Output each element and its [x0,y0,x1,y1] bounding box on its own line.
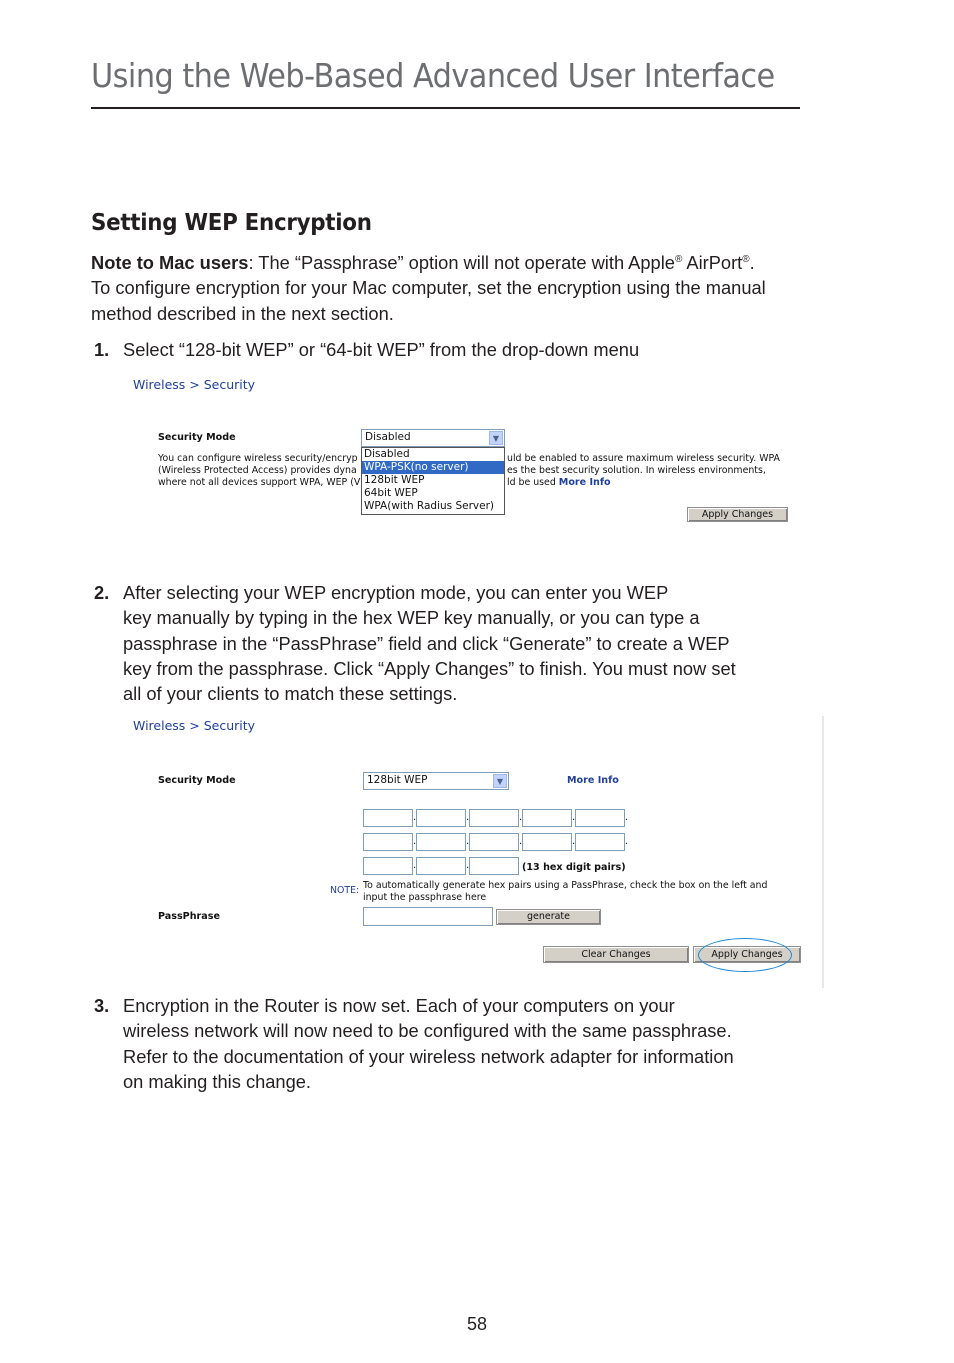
step-line: Select “128-bit WEP” or “64-bit WEP” from the drop-down menu [123,339,640,360]
separator-dot: . [413,860,417,871]
separator-dot: . [413,836,417,847]
step-line: Refer to the documentation of your wireless network adapter for information [123,1045,734,1067]
chevron-down-icon[interactable]: ▼ [493,774,507,788]
title-divider [91,107,800,109]
step-text [123,580,868,706]
passphrase-input[interactable] [363,907,493,926]
page-title: Using the Web-Based Advanced User Interface [91,56,775,95]
step-line: After selecting your WEP encryption mode, you can enter you WEP [123,582,669,603]
select-value: Disabled [365,431,411,443]
dropdown-option[interactable]: WPA(with Radius Server) [364,500,495,512]
hex-key-input[interactable] [416,809,466,827]
desc-line-1-left: You can configure wireless security/encryp [158,453,358,464]
note-text-1: : The “Passphrase” option will not operate with Apple [248,252,675,273]
generate-button[interactable]: generate [496,909,601,925]
security-mode-select[interactable] [361,429,505,447]
highlight-circle [698,938,792,972]
apply-changes-button[interactable]: Apply Changes [687,507,788,522]
separator-dot: . [519,836,523,847]
desc-line-2-right: es the best security solution. In wireless environments, [507,465,766,476]
select-value: 128bit WEP [367,774,428,786]
step-line: wireless network will now need to be configured with the same passphrase. [123,1020,732,1042]
step-number: 2. [94,582,110,603]
dropdown-option[interactable]: 64bit WEP [364,487,418,499]
separator-dot: . [466,836,470,847]
clear-changes-button[interactable]: Clear Changes [543,946,689,963]
passphrase-note [363,880,767,904]
note-text-2: AirPort [682,252,743,273]
apply-changes-button[interactable]: Apply Changes [693,946,801,963]
breadcrumb[interactable]: Wireless > Security [133,377,256,392]
passphrase-note-line-1: To automatically generate hex pairs using a PassPhrase, check the box on the left and [363,880,768,891]
dropdown-option[interactable]: 128bit WEP [364,474,425,486]
page-number: 58 [466,1314,488,1334]
desc-line-2-left: (Wireless Protected Access) provides dyna [158,465,357,476]
separator-dot: . [413,812,417,823]
security-description [158,453,360,489]
note-label: NOTE: [330,885,360,896]
hex-key-input[interactable] [416,833,466,851]
breadcrumb[interactable]: Wireless > Security [133,718,256,733]
dropdown-option[interactable]: Disabled [364,448,410,460]
security-mode-label: Security Mode [158,432,236,443]
hex-key-input[interactable] [469,857,519,875]
separator-dot: . [572,836,576,847]
passphrase-note-line-2: input the passphrase here [363,892,487,903]
more-info-link[interactable]: More Info [558,477,611,488]
separator-dot: . [466,860,470,871]
hex-key-input[interactable] [522,833,572,851]
desc-line-3-left: where not all devices support WPA, WEP (V [158,477,361,488]
separator-dot: . [519,812,523,823]
step-number: 3. [94,995,110,1016]
step-text [123,337,868,362]
hex-key-input[interactable] [469,833,519,851]
hex-hint: (13 hex digit pairs) [522,862,626,873]
hex-key-input[interactable] [416,857,466,875]
step-line: Encryption in the Router is now set. Each of your computers on your [123,995,675,1016]
note-line-2: To configure encryption for your Mac computer, set the encryption using the manual [91,277,766,299]
step-number: 1. [94,339,110,360]
security-mode-dropdown[interactable] [361,447,505,515]
security-mode-label: Security Mode [158,775,236,786]
step-line: key from the passphrase. Click “Apply Changes” to finish. You must now set [123,657,736,679]
step-line: on making this change. [123,1070,312,1092]
hex-key-input[interactable] [575,809,625,827]
note-text-3: . [749,252,755,273]
chevron-down-icon[interactable]: ▼ [489,431,503,445]
hex-key-input[interactable] [575,833,625,851]
security-description-right [507,453,780,489]
separator-dot: . [625,812,629,823]
passphrase-label: PassPhrase [158,911,220,922]
step-line: passphrase in the “PassPhrase” field and click “Generate” to create a WEP [123,632,730,654]
separator-dot: . [625,836,629,847]
note-line-3: method described in the next section. [91,302,394,324]
dropdown-option-selected[interactable]: WPA-PSK(no server) [362,461,504,474]
desc-line-1-right: uld be enabled to assure maximum wireless security. WPA [507,453,780,464]
section-heading: Setting WEP Encryption [91,210,372,236]
note-lead: Note to Mac users [91,252,249,273]
separator-dot: . [466,812,470,823]
mac-users-note [91,250,871,326]
frame-divider [822,716,824,988]
hex-key-input[interactable] [363,857,413,875]
step-line: all of your clients to match these settings. [123,683,458,705]
desc-line-3-right: ld be used [507,477,559,488]
step-text [123,993,868,1094]
more-info-link[interactable]: More Info [567,775,619,786]
hex-key-input[interactable] [363,833,413,851]
separator-dot: . [572,812,576,823]
registered-mark: ® [742,253,750,265]
registered-mark: ® [674,253,683,265]
hex-key-input[interactable] [363,809,413,827]
step-line: key manually by typing in the hex WEP key manually, or you can type a [123,607,700,629]
hex-key-input[interactable] [522,809,572,827]
security-mode-select[interactable] [363,772,509,790]
hex-key-input[interactable] [469,809,519,827]
